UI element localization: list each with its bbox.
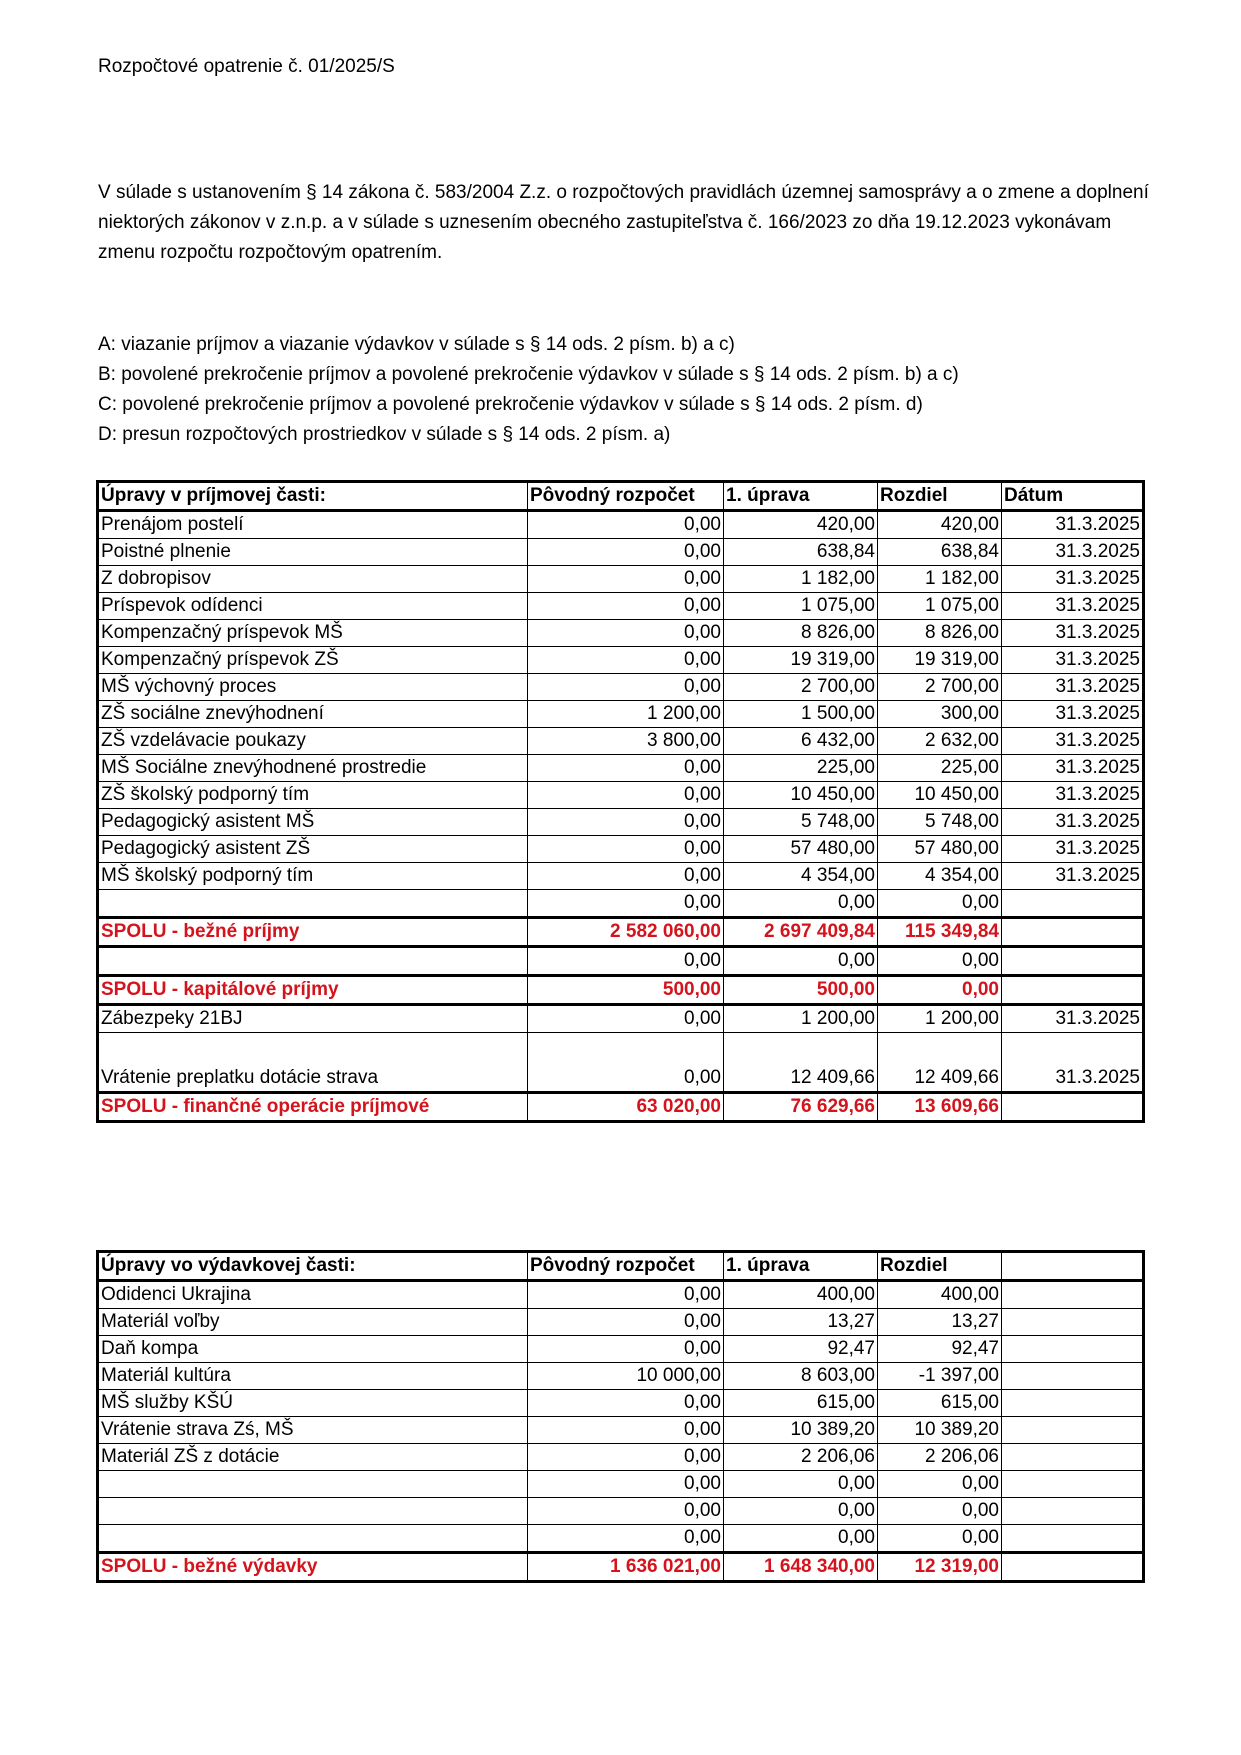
cell-revision-1: 638,84 [724, 539, 878, 566]
cell-date [1002, 1281, 1144, 1309]
cell-date: 31.3.2025 [1002, 593, 1144, 620]
table-row [98, 1005, 1144, 1033]
cell-revision-1: 1 648 340,00 [724, 1553, 878, 1582]
cell-date: 31.3.2025 [1002, 755, 1144, 782]
table-row [98, 728, 1144, 755]
table-row [98, 593, 1144, 620]
cell-revision-1: 92,47 [724, 1336, 878, 1363]
cell-label [98, 1498, 528, 1525]
cell-date: 31.3.2025 [1002, 863, 1144, 890]
table-row [98, 1444, 1144, 1471]
cell-date [1002, 1417, 1144, 1444]
cell-difference: 5 748,00 [878, 809, 1002, 836]
cell-label: Pedagogický asistent ZŠ [98, 836, 528, 863]
table-row [98, 620, 1144, 647]
cell-label: ZŠ školský podporný tím [98, 782, 528, 809]
cell-label: ZŠ vzdelávacie poukazy [98, 728, 528, 755]
cell-label: Materiál voľby [98, 1309, 528, 1336]
expense-table [96, 1250, 1145, 1583]
cell-difference: 0,00 [878, 1498, 1002, 1525]
cell-difference: 638,84 [878, 539, 1002, 566]
cell-difference: 4 354,00 [878, 863, 1002, 890]
cell-label: Kompenzačný príspevok ZŠ [98, 647, 528, 674]
cell-label: Z dobropisov [98, 566, 528, 593]
cell-original-budget: 0,00 [528, 836, 724, 863]
cell-revision-1: 19 319,00 [724, 647, 878, 674]
cell-original-budget: 0,00 [528, 1005, 724, 1033]
header-original-budget: Pôvodný rozpočet [528, 1252, 724, 1281]
cell-date: 31.3.2025 [1002, 782, 1144, 809]
cell-difference: 8 826,00 [878, 620, 1002, 647]
cell-label: SPOLU - bežné príjmy [98, 918, 528, 947]
cell-revision-1: 1 075,00 [724, 593, 878, 620]
header-revision-1: 1. úprava [724, 482, 878, 511]
cell-date [1002, 1525, 1144, 1553]
cell-label [98, 1471, 528, 1498]
cell-revision-1: 1 500,00 [724, 701, 878, 728]
cell-difference: 10 450,00 [878, 782, 1002, 809]
cell-original-budget: 0,00 [528, 674, 724, 701]
table-row [98, 1417, 1144, 1444]
cell-original-budget: 0,00 [528, 1281, 724, 1309]
cell-difference: 0,00 [878, 1471, 1002, 1498]
cell-difference: 1 075,00 [878, 593, 1002, 620]
cell-revision-1: 4 354,00 [724, 863, 878, 890]
cell-revision-1: 10 450,00 [724, 782, 878, 809]
table-row [98, 566, 1144, 593]
cell-difference: 1 200,00 [878, 1005, 1002, 1033]
header-item: Úpravy vo výdavkovej časti: [98, 1252, 528, 1281]
cell-original-budget: 0,00 [528, 647, 724, 674]
cell-original-budget: 0,00 [528, 1309, 724, 1336]
cell-label: Pedagogický asistent MŠ [98, 809, 528, 836]
cell-difference: 115 349,84 [878, 918, 1002, 947]
cell-revision-1: 0,00 [724, 1498, 878, 1525]
table-row [98, 890, 1144, 918]
cell-revision-1: 2 697 409,84 [724, 918, 878, 947]
cell-original-budget: 0,00 [528, 511, 724, 539]
total-row [98, 918, 1144, 947]
cell-date: 31.3.2025 [1002, 701, 1144, 728]
cell-revision-1: 500,00 [724, 976, 878, 1005]
income-table [96, 480, 1145, 1123]
cell-original-budget: 0,00 [528, 620, 724, 647]
table-row [98, 647, 1144, 674]
cell-original-budget: 0,00 [528, 1498, 724, 1525]
cell-original-budget: 500,00 [528, 976, 724, 1005]
cell-original-budget: 0,00 [528, 1336, 724, 1363]
table-row [98, 1471, 1144, 1498]
total-row [98, 1093, 1144, 1122]
header-original-budget: Pôvodný rozpočet [528, 482, 724, 511]
header-date [1002, 1252, 1144, 1281]
header-revision-1: 1. úprava [724, 1252, 878, 1281]
cell-original-budget: 0,00 [528, 1390, 724, 1417]
cell-date: 31.3.2025 [1002, 674, 1144, 701]
cell-label: Materiál ZŠ z dotácie [98, 1444, 528, 1471]
cell-label: Vrátenie strava Zś, MŠ [98, 1417, 528, 1444]
cell-difference: 92,47 [878, 1336, 1002, 1363]
cell-revision-1: 13,27 [724, 1309, 878, 1336]
cell-date: 31.3.2025 [1002, 836, 1144, 863]
cell-label: MŠ služby KŠÚ [98, 1390, 528, 1417]
cell-difference: 0,00 [878, 976, 1002, 1005]
cell-date [1002, 918, 1144, 947]
cell-label: SPOLU - kapitálové príjmy [98, 976, 528, 1005]
cell-difference: 57 480,00 [878, 836, 1002, 863]
cell-date [1002, 1309, 1144, 1336]
cell-label: Odidenci Ukrajina [98, 1281, 528, 1309]
cell-label: Poistné plnenie [98, 539, 528, 566]
document-title: Rozpočtové opatrenie č. 01/2025/S [98, 56, 395, 77]
table-row [98, 511, 1144, 539]
cell-original-budget: 0,00 [528, 947, 724, 976]
total-row [98, 976, 1144, 1005]
legend-item-c: C: povolené prekročenie príjmov a povolené prekročenie výdavkov v súlade s § 14 ods. 2 písm. d) [98, 394, 923, 415]
table-row [98, 782, 1144, 809]
intro-paragraph: V súlade s ustanovením § 14 zákona č. 583/2004 Z.z. o rozpočtových pravidlách územnej samosprávy a o zmene a doplnení niektorých zákonov v z.n.p. a v súlade s uznesením obecného zastupiteľstva č. 166/2023 zo dňa 19.12.2023 vykonávam zmenu rozpočtu rozpočtovým opatrením. [98, 182, 1149, 263]
cell-label: Materiál kultúra [98, 1363, 528, 1390]
cell-revision-1: 2 206,06 [724, 1444, 878, 1471]
cell-revision-1: 1 200,00 [724, 1005, 878, 1033]
cell-difference: 225,00 [878, 755, 1002, 782]
cell-revision-1: 6 432,00 [724, 728, 878, 755]
cell-date [1002, 1471, 1144, 1498]
cell-date: 31.3.2025 [1002, 539, 1144, 566]
table-row [98, 1309, 1144, 1336]
cell-date [1002, 1093, 1144, 1122]
cell-original-budget: 0,00 [528, 539, 724, 566]
table-row [98, 674, 1144, 701]
cell-date: 31.3.2025 [1002, 1033, 1144, 1093]
cell-label: SPOLU - bežné výdavky [98, 1553, 528, 1582]
cell-date [1002, 890, 1144, 918]
cell-original-budget: 0,00 [528, 755, 724, 782]
table-row [98, 1363, 1144, 1390]
legend-item-b: B: povolené prekročenie príjmov a povolené prekročenie výdavkov v súlade s § 14 ods. 2 písm. b) a c) [98, 364, 959, 385]
table-row [98, 755, 1144, 782]
cell-revision-1: 615,00 [724, 1390, 878, 1417]
cell-date [1002, 1444, 1144, 1471]
cell-original-budget: 3 800,00 [528, 728, 724, 755]
cell-date: 31.3.2025 [1002, 511, 1144, 539]
cell-difference: 0,00 [878, 1525, 1002, 1553]
table-row [98, 1390, 1144, 1417]
cell-revision-1: 0,00 [724, 1525, 878, 1553]
cell-date [1002, 1390, 1144, 1417]
table-header-row [98, 1252, 1144, 1281]
table-header-row [98, 482, 1144, 511]
cell-revision-1: 225,00 [724, 755, 878, 782]
cell-original-budget: 0,00 [528, 566, 724, 593]
cell-revision-1: 57 480,00 [724, 836, 878, 863]
cell-original-budget: 0,00 [528, 782, 724, 809]
cell-label: Príspevok odídenci [98, 593, 528, 620]
cell-original-budget: 1 200,00 [528, 701, 724, 728]
cell-original-budget: 0,00 [528, 1525, 724, 1553]
cell-revision-1: 0,00 [724, 1471, 878, 1498]
cell-date: 31.3.2025 [1002, 647, 1144, 674]
cell-date [1002, 1553, 1144, 1582]
cell-label [98, 890, 528, 918]
header-difference: Rozdiel [878, 1252, 1002, 1281]
cell-difference: 12 409,66 [878, 1033, 1002, 1093]
cell-label: ZŠ sociálne znevýhodnení [98, 701, 528, 728]
cell-original-budget: 0,00 [528, 1033, 724, 1093]
cell-label: Kompenzačný príspevok MŠ [98, 620, 528, 647]
cell-revision-1: 8 826,00 [724, 620, 878, 647]
cell-label: MŠ výchovný proces [98, 674, 528, 701]
cell-original-budget: 0,00 [528, 809, 724, 836]
cell-original-budget: 0,00 [528, 1471, 724, 1498]
cell-revision-1: 12 409,66 [724, 1033, 878, 1093]
table-row [98, 836, 1144, 863]
cell-original-budget: 1 636 021,00 [528, 1553, 724, 1582]
cell-revision-1: 10 389,20 [724, 1417, 878, 1444]
header-item: Úpravy v príjmovej časti: [98, 482, 528, 511]
cell-revision-1: 0,00 [724, 890, 878, 918]
table-row [98, 947, 1144, 976]
header-date: Dátum [1002, 482, 1144, 511]
cell-revision-1: 2 700,00 [724, 674, 878, 701]
legend-item-a: A: viazanie príjmov a viazanie výdavkov v súlade s § 14 ods. 2 písm. b) a c) [98, 334, 735, 355]
table-row [98, 1033, 1144, 1093]
cell-label: MŠ školský podporný tím [98, 863, 528, 890]
cell-difference: 420,00 [878, 511, 1002, 539]
table-row [98, 863, 1144, 890]
cell-original-budget: 0,00 [528, 1417, 724, 1444]
table-row [98, 1498, 1144, 1525]
cell-date: 31.3.2025 [1002, 566, 1144, 593]
cell-revision-1: 420,00 [724, 511, 878, 539]
cell-difference: 2 632,00 [878, 728, 1002, 755]
cell-original-budget: 0,00 [528, 890, 724, 918]
legend-list [98, 330, 959, 450]
cell-original-budget: 0,00 [528, 863, 724, 890]
cell-label [98, 947, 528, 976]
cell-difference: 13,27 [878, 1309, 1002, 1336]
table-row [98, 701, 1144, 728]
cell-date [1002, 976, 1144, 1005]
cell-revision-1: 1 182,00 [724, 566, 878, 593]
cell-date: 31.3.2025 [1002, 1005, 1144, 1033]
cell-date: 31.3.2025 [1002, 728, 1144, 755]
legend-item-d: D: presun rozpočtových prostriedkov v súlade s § 14 ods. 2 písm. a) [98, 424, 671, 445]
cell-original-budget: 2 582 060,00 [528, 918, 724, 947]
cell-difference: 615,00 [878, 1390, 1002, 1417]
cell-label: Daň kompa [98, 1336, 528, 1363]
cell-difference: 12 319,00 [878, 1553, 1002, 1582]
cell-revision-1: 8 603,00 [724, 1363, 878, 1390]
cell-label: MŠ Sociálne znevýhodnené prostredie [98, 755, 528, 782]
table-row [98, 1281, 1144, 1309]
cell-date [1002, 1336, 1144, 1363]
cell-difference: 2 700,00 [878, 674, 1002, 701]
cell-original-budget: 0,00 [528, 1444, 724, 1471]
cell-original-budget: 10 000,00 [528, 1363, 724, 1390]
cell-difference: 300,00 [878, 701, 1002, 728]
table-row [98, 1525, 1144, 1553]
cell-label [98, 1525, 528, 1553]
cell-date [1002, 947, 1144, 976]
cell-difference: 2 206,06 [878, 1444, 1002, 1471]
cell-label: Vrátenie preplatku dotácie strava [98, 1033, 528, 1093]
cell-difference: 19 319,00 [878, 647, 1002, 674]
cell-date: 31.3.2025 [1002, 620, 1144, 647]
cell-difference: 13 609,66 [878, 1093, 1002, 1122]
cell-original-budget: 0,00 [528, 593, 724, 620]
table-row [98, 809, 1144, 836]
cell-date [1002, 1498, 1144, 1525]
cell-difference: 10 389,20 [878, 1417, 1002, 1444]
cell-date [1002, 1363, 1144, 1390]
cell-label: Prenájom postelí [98, 511, 528, 539]
cell-difference: 0,00 [878, 890, 1002, 918]
cell-revision-1: 76 629,66 [724, 1093, 878, 1122]
cell-revision-1: 0,00 [724, 947, 878, 976]
total-row [98, 1553, 1144, 1582]
cell-revision-1: 400,00 [724, 1281, 878, 1309]
cell-label: Zábezpeky 21BJ [98, 1005, 528, 1033]
cell-difference: 0,00 [878, 947, 1002, 976]
table-row [98, 1336, 1144, 1363]
cell-difference: 1 182,00 [878, 566, 1002, 593]
cell-date: 31.3.2025 [1002, 809, 1144, 836]
cell-difference: -1 397,00 [878, 1363, 1002, 1390]
cell-revision-1: 5 748,00 [724, 809, 878, 836]
cell-difference: 400,00 [878, 1281, 1002, 1309]
cell-label: SPOLU - finančné operácie príjmové [98, 1093, 528, 1122]
header-difference: Rozdiel [878, 482, 1002, 511]
table-row [98, 539, 1144, 566]
cell-original-budget: 63 020,00 [528, 1093, 724, 1122]
